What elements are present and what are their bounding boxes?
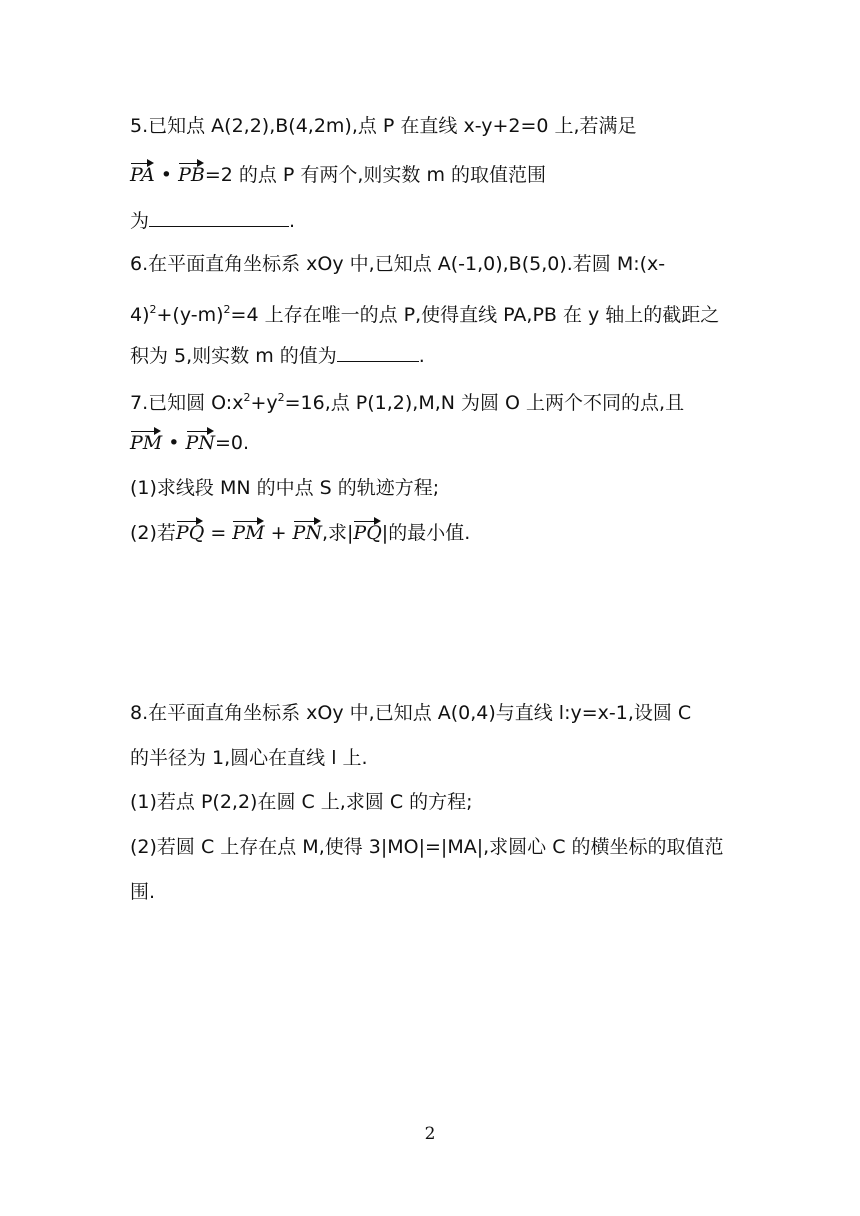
superscript: 2 bbox=[223, 303, 231, 316]
vector-pa: PA bbox=[130, 164, 155, 186]
problem-7-line-2 bbox=[130, 430, 750, 456]
problem-8-question-2-cont: 围. bbox=[130, 881, 156, 903]
vector-pm: PM bbox=[130, 432, 163, 454]
vector-pn: PN bbox=[292, 522, 322, 544]
dot-operator: • bbox=[154, 164, 179, 186]
problem-7-line-1-a: 7.已知圆 O:x bbox=[130, 392, 244, 414]
answer-blank-6[interactable] bbox=[337, 341, 419, 362]
problem-6-line-2-b: +(y-m) bbox=[156, 304, 224, 326]
problem-6-line-2-c: =4 上存在唯一的点 P,使得直线 PA,PB 在 y 轴上的截距之 bbox=[230, 304, 720, 326]
q2-end: |的最小值. bbox=[381, 522, 471, 544]
vector-pm: PM bbox=[232, 522, 265, 544]
q2-mid: ,求| bbox=[321, 522, 354, 544]
page-number: 2 bbox=[424, 1124, 436, 1144]
plus-sign: + bbox=[264, 522, 293, 544]
problem-8-line-2: 的半径为 1,圆心在直线 l 上. bbox=[130, 747, 368, 769]
problem-6-line-3 bbox=[130, 341, 750, 369]
superscript: 2 bbox=[277, 391, 285, 404]
problem-8-question-1: (1)若点 P(2,2)在圆 C 上,求圆 C 的方程; bbox=[130, 791, 473, 813]
problem-5-line-3-suffix: . bbox=[289, 210, 296, 232]
problem-6-line-3-prefix: 积为 5,则实数 m 的值为 bbox=[130, 345, 337, 367]
problem-7-question-1: (1)求线段 MN 的中点 S 的轨迹方程; bbox=[130, 477, 440, 499]
superscript: 2 bbox=[149, 303, 157, 316]
problem-5-line-2 bbox=[130, 162, 750, 188]
problem-7-line-1-c: =16,点 P(1,2),M,N 为圆 O 上两个不同的点,且 bbox=[284, 392, 685, 414]
problem-5-line-3-prefix: 为 bbox=[130, 210, 150, 232]
problem-5-line-2-rest: =2 的点 P 有两个,则实数 m 的取值范围 bbox=[204, 164, 547, 186]
vector-pq: PQ bbox=[175, 522, 205, 544]
problem-5-line-1: 5.已知点 A(2,2),B(4,2m),点 P 在直线 x-y+2=0 上,若满足 bbox=[130, 115, 637, 137]
problem-8-question-2: (2)若圆 C 上存在点 M,使得 3|MO|=|MA|,求圆心 C 的横坐标的取值范 bbox=[130, 836, 724, 858]
problem-6-line-2 bbox=[130, 297, 750, 328]
vector-pq: PQ bbox=[353, 522, 382, 544]
problem-8-line-1: 8.在平面直角坐标系 xOy 中,已知点 A(0,4)与直线 l:y=x-1,设圆 C bbox=[130, 702, 692, 724]
q2-prefix: (2)若 bbox=[130, 522, 176, 544]
equals-sign: = bbox=[204, 522, 233, 544]
problem-6-line-2-a: 4) bbox=[130, 304, 150, 326]
problem-7-line-1 bbox=[130, 385, 750, 416]
problem-7-line-1-b: +y bbox=[250, 392, 278, 414]
problem-6-line-3-suffix: . bbox=[418, 345, 425, 367]
problem-7-line-2-rest: =0. bbox=[214, 432, 250, 454]
vector-pn: PN bbox=[185, 432, 215, 454]
dot-operator: • bbox=[162, 432, 186, 454]
vector-pb: PB bbox=[178, 164, 205, 186]
superscript: 2 bbox=[243, 391, 251, 404]
answer-blank-5[interactable] bbox=[149, 206, 289, 227]
problem-5-line-3 bbox=[130, 206, 750, 234]
problem-6-line-1: 6.在平面直角坐标系 xOy 中,已知点 A(-1,0),B(5,0).若圆 M:(x- bbox=[130, 253, 666, 275]
problem-7-question-2 bbox=[130, 520, 750, 546]
